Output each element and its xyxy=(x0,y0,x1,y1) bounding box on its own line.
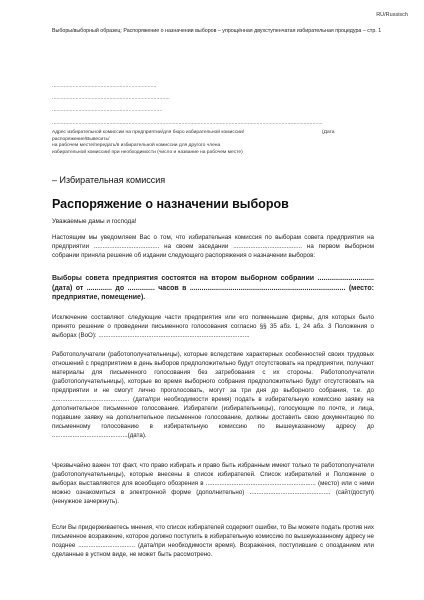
language-label: RU/Russisch xyxy=(376,12,408,18)
paragraph-intro: Настоящим мы уведомляем Вас о том, что избирательная комиссия по выборам совета предприятия на предприятии ...................................... на своем заседании ........................................ на первом выборном собрании приняла решение об издании следующего распоряжения о назначении выборов: xyxy=(52,234,374,259)
paragraph-exceptions: Исключение составляют следующие части предприятия или его полменьшие фирмы, для которых было принято решение о проведении письменного голосования согласно §§ 35 абз. 1, 24 абз. 3 Положения о выборах (BoO): ........................................................................................ xyxy=(52,314,374,339)
address-line-3: на рабочем месте/передать/в избирательной комиссии для другого члена xyxy=(52,143,221,149)
dot-line-2: ................................................................................ xyxy=(52,95,170,101)
paragraph-objection: Если Вы придерживаетесь мнения, что список избирателей содержит ошибки, то Вы можете подать против них письменное возражение, которое должно поступить в избирательную комиссию по вышеуказанному адресу не позднее ................................. (дата/при необходимости время). Возражения, поступившие с опозданием или сделанные в устном виде, не может быть рассмотрено. xyxy=(52,524,374,558)
document-header-title: Выборы/выборный образец: Распоряжение о назначении выборов – упрощённая двухступенчатая избирательная процедура – стр. 1 xyxy=(52,28,382,34)
address-line-4: избирательной комиссии/ при необходимости (число и название на рабочем месте) xyxy=(52,149,243,155)
dot-line-3: ........................................................................... xyxy=(52,107,163,113)
greeting: Уважаемые дамы и господа! xyxy=(52,218,137,225)
document-title: Распоряжение о назначении выборов xyxy=(52,197,289,211)
date-note: (Дата xyxy=(322,130,335,135)
address-line-2: распоряжение/Вывесить/ xyxy=(52,136,110,142)
paragraph-postal-vote: Работополучатели (работополучательницы), которые вследствие характерных особенностей своих трудовых отношений с предприятием в день выборов предположительно будут отсутствовать на предприятии, получают материалы для письменного голосования без затребования с их стороны. Работополучатели (работополучательницы), которые во время выборного собрания предположительно будут отсутствовать на предприятии и не смогут лично проголосовать, могут за три дня до выборного собрания, т.е. до ............................................. (дата/при необходимости время) подать в избирательную комиссию заявку на дополнительное письменное голосование. Избиратели (избирательницы), голосующие по почте, и лица, подавшие заявку на дополнительное письменное голосование, должны доставить свою документацию по письменному голосованию в избирательную комиссию по вышеуказанному адресу до ............................................(дата). xyxy=(52,351,374,439)
dot-line-1: ....................................................................... xyxy=(52,83,157,89)
paragraph-voter-list: Чрезвычайно важен тот факт, что право избирать и право быть избранным имеют только те работополучатели (работополучательницы), которые внесены в список избирателей. Список избирателей и Положение о выборах выставляются для всеобщего обозрения в ................................................................ (место) или с ними можно ознакомиться в электронной форме (дополнительно) ............................................... (сайт/доступ) (ненужное зачеркнуть). xyxy=(52,462,374,505)
commission-label: – Избирательная комиссия xyxy=(52,175,166,185)
paragraph-election-date: Выборы совета предприятия состоятся на втором выборном собрании ............................. (дата) от ............. до .............. часов в ................................................................................ (место: предприятие, помещение). xyxy=(52,275,374,302)
address-block xyxy=(52,130,392,156)
address-line-1: Адрес избирательной комиссии на предприятии/для бюро избирательной комиссии/ xyxy=(52,130,245,135)
dot-line-4: ........................................................................................................................................................................................ xyxy=(52,120,323,126)
